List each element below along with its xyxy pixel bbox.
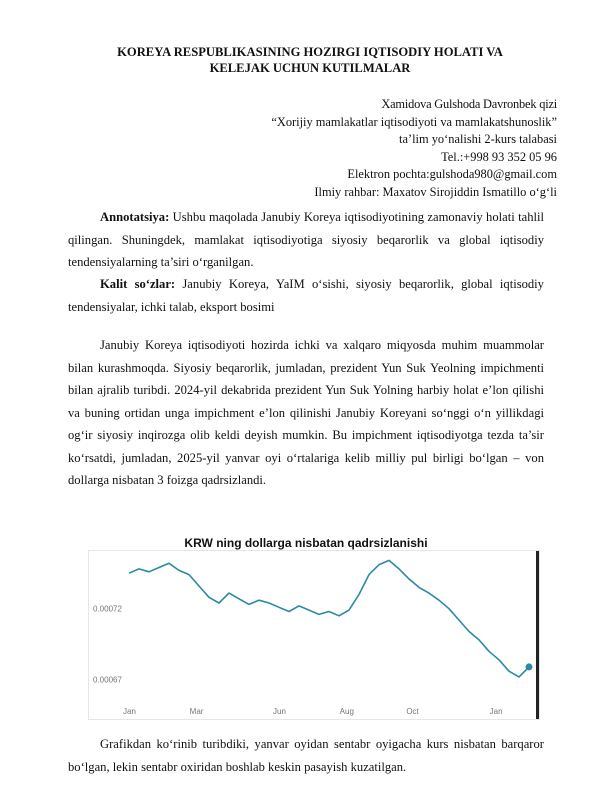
- chart-right-edge: [536, 551, 539, 719]
- x-tick-label: Jan: [489, 707, 503, 716]
- keywords-text: Janubiy Koreya, YaIM o‘sishi, siyosiy beqarorlik, global iqtisodiy tendensiyalar, ichki talab, eksport bosimi: [68, 277, 544, 314]
- abstract-label: Annotatsiya:: [100, 210, 170, 224]
- author-advisor: Ilmiy rahbar: Maxatov Sirojiddin Ismatillo o‘g‘li: [314, 184, 557, 199]
- body-paragraph-1: [68, 334, 544, 492]
- x-tick-label: Oct: [406, 707, 419, 716]
- author-course: ta’lim yo‘nalishi 2-kurs talabasi: [399, 132, 557, 146]
- chart-canvas: [89, 551, 539, 719]
- chart-title: KRW ning dollarga nisbatan qadrsizlanishi: [184, 536, 428, 550]
- x-tick-label: Jan: [123, 707, 136, 716]
- body-paragraph-1-text: Janubiy Koreya iqtisodiyoti hozirda ichki va xalqaro miqyosda muhim muammolar bilan kurashmoqda. Siyosiy beqarorlik, jumladan, prezident Yun Suk Yeolning impichmenti bilan ajralib turibdi. 2024-yil dekabrida prezident Yun Suk Yolning harbiy holat e’lon qilishi va buning ortidan unga impichment e’lon qilinishi Janubiy Koreyani so‘nggi o‘n yillikdagi og‘ir siyosiy inqirozga olib keldi deyish mumkin. Bu impichment iqtisodiyotga tezda ta’sir ko‘rsatdi, jumladan, 2025-yil yanvar oyi o‘rtalariga kelib milliy pul birligi bo‘lgan – von dollarga nisbatan 3 foizga qadrsizlandi.: [68, 338, 544, 487]
- title-line-1: KOREYA RESPUBLIKASINING HOZIRGI IQTISODIY HOLATI VA: [117, 45, 503, 59]
- y-tick-label: 0.00072: [93, 604, 122, 614]
- body-paragraph-2-text: Grafikdan ko‘rinib turibdiki, yanvar oyidan sentabr oyigacha kurs nisbatan barqaror bo‘lgan, lekin sentabr oxiridan boshlab keskin pasayish kuzatilgan.: [68, 737, 544, 774]
- abstract-text: Ushbu maqolada Janubiy Koreya iqtisodiyotining zamonaviy holati tahlil qilingan. Shuningdek, mamlakat iqtisodiyotiga siyosiy beqarorlik va global iqtisodiy tendensiyalarning ta’siri o‘rganilgan.: [68, 210, 545, 269]
- title-line-2: KELEJAK UCHUN KUTILMALAR: [209, 61, 411, 75]
- author-name: Xamidova Gulshoda Davronbek qizi: [381, 97, 557, 111]
- x-tick-label: Jun: [273, 707, 286, 716]
- x-tick-label: Aug: [339, 707, 354, 716]
- author-block: [271, 96, 557, 201]
- exchange-rate-chart: [88, 550, 540, 720]
- body-paragraph-2: [68, 733, 544, 778]
- abstract-paragraph: [68, 206, 544, 274]
- article-title: [70, 44, 550, 76]
- keywords-paragraph: [68, 273, 544, 318]
- series-line: [129, 560, 529, 677]
- x-tick-label: Mar: [189, 707, 204, 716]
- keywords-label: Kalit so‘zlar:: [100, 277, 176, 291]
- author-program: “Xorijiy mamlakatlar iqtisodiyoti va mamlakatshunoslik”: [271, 114, 557, 129]
- series-endpoint-marker: [526, 663, 533, 670]
- y-tick-label: 0.00067: [93, 675, 122, 685]
- author-phone: Tel.:+998 93 352 05 96: [441, 149, 557, 164]
- author-email: Elektron pochta:gulshoda980@gmail.com: [347, 167, 557, 181]
